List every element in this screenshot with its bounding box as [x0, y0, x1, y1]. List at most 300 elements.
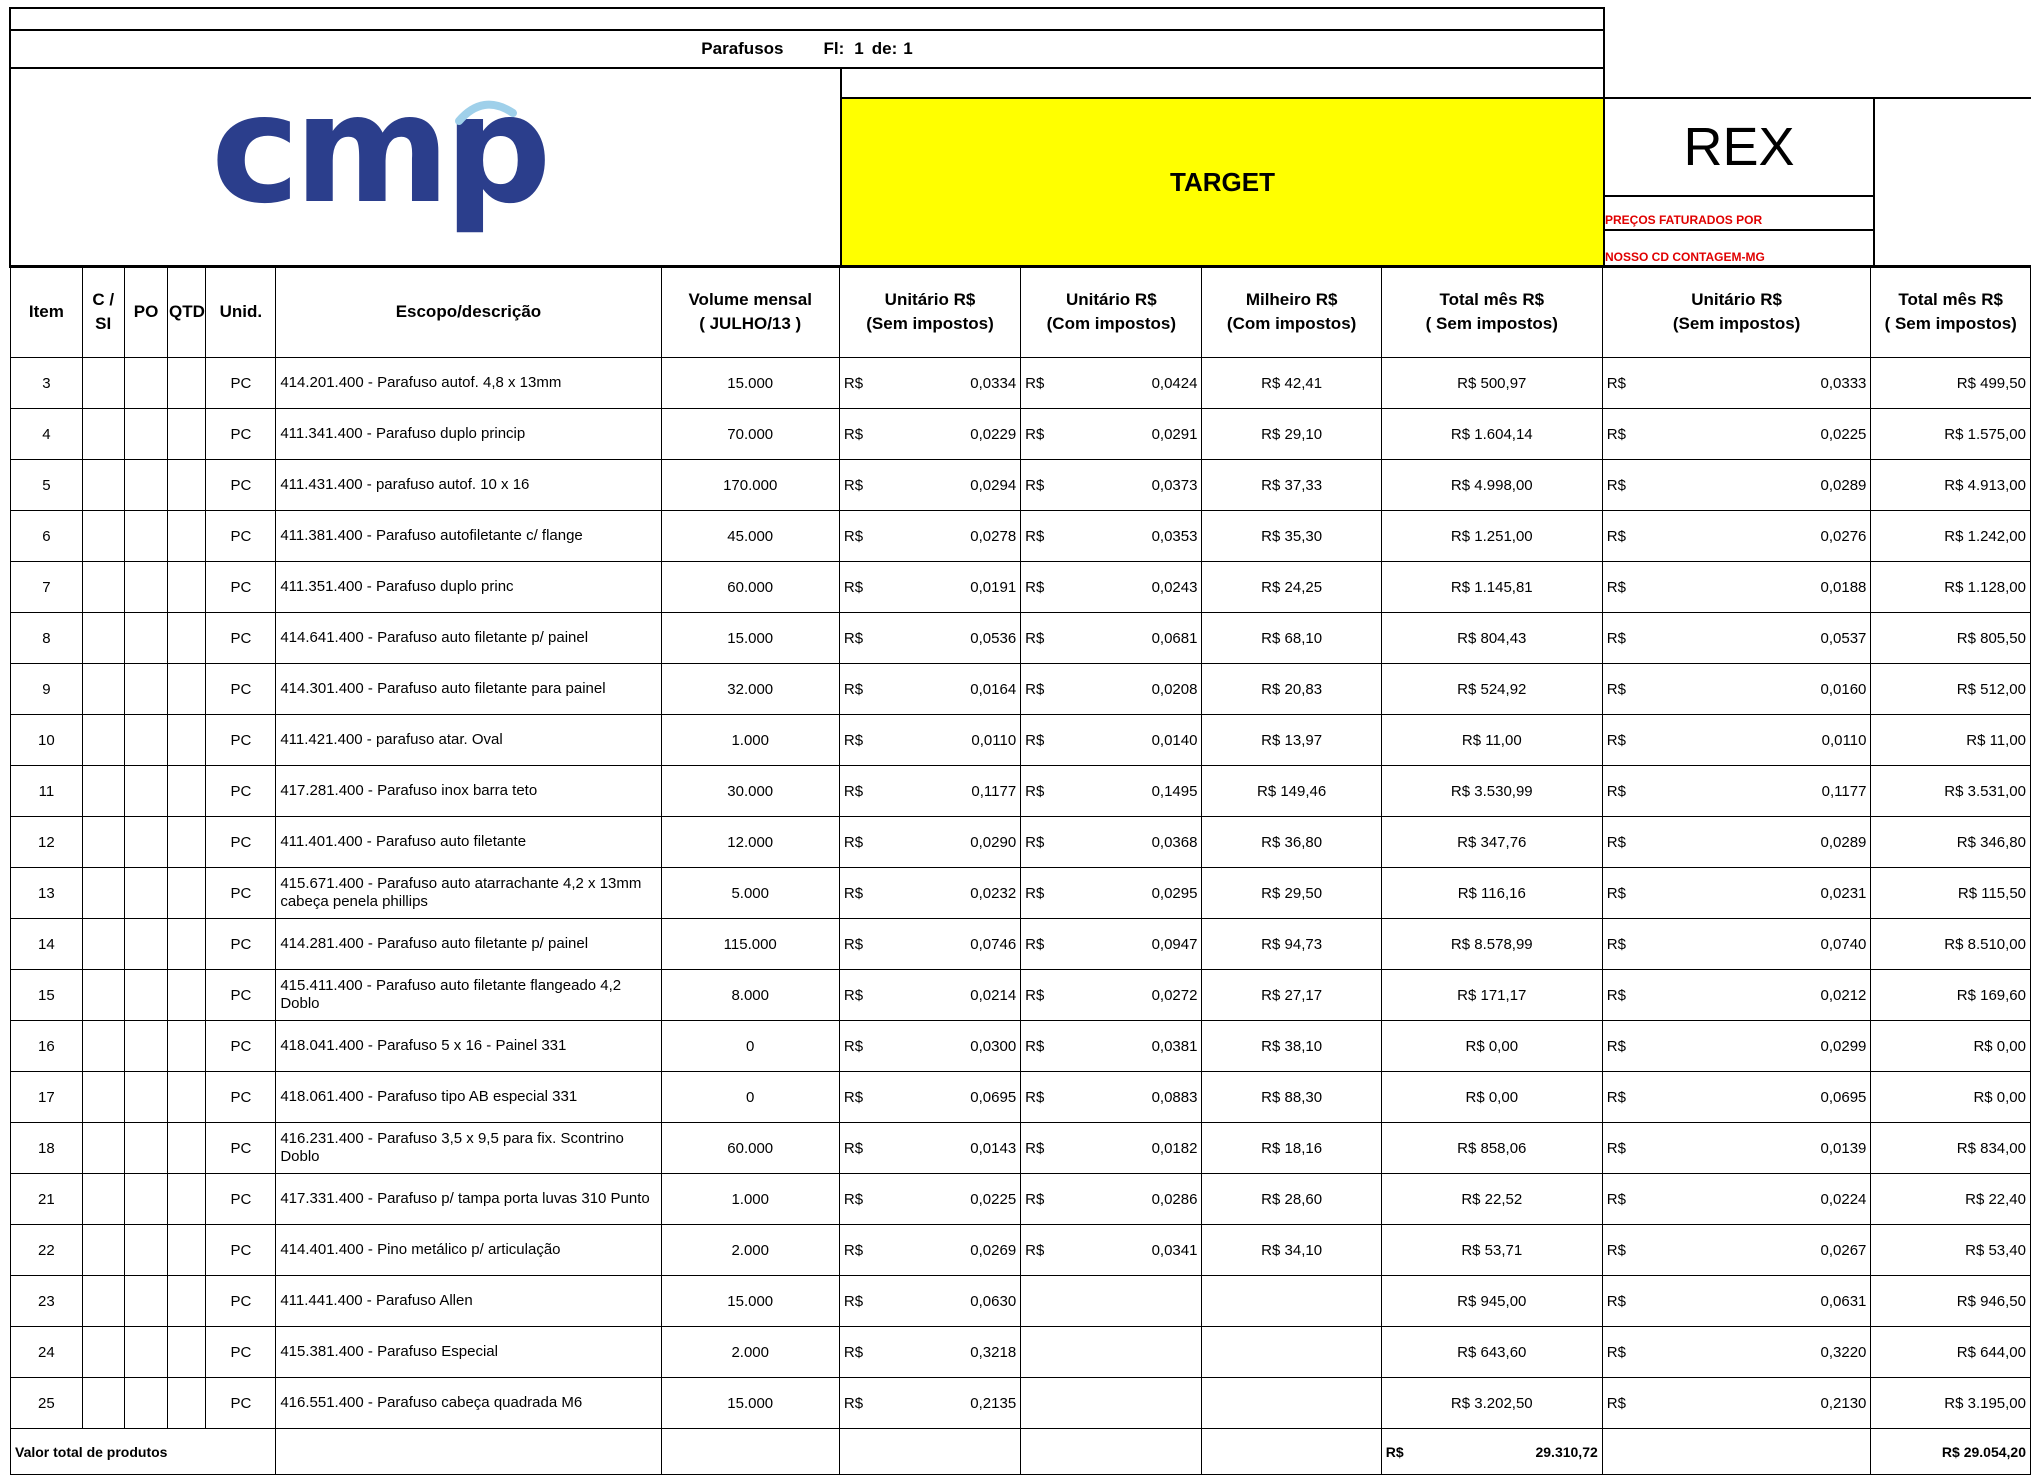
sheet-of: de:	[871, 39, 898, 58]
cell-unit-sem	[839, 1378, 1020, 1429]
cell-unit-com-value: 0,1495	[1151, 782, 1198, 800]
table-row	[11, 562, 2031, 613]
cell-volume: 15.000	[661, 1378, 839, 1429]
cell-csi	[82, 358, 124, 409]
cell-unit-com-value: 0,0381	[1151, 1037, 1198, 1055]
cell-unit-com	[1021, 1378, 1202, 1429]
currency-symbol: R$	[1606, 374, 1626, 392]
cell-po	[124, 460, 168, 511]
cell-unit-sem	[839, 1276, 1020, 1327]
cell-volume: 1.000	[661, 715, 839, 766]
cell-qtd	[168, 562, 206, 613]
cell-unit-com	[1021, 970, 1202, 1021]
cell-unit-sem-value: 0,0214	[970, 986, 1017, 1004]
rex-box	[1603, 97, 1875, 268]
cell-volume: 2.000	[661, 1327, 839, 1378]
cell-po	[124, 1276, 168, 1327]
col-desc: Escopo/descrição	[276, 266, 661, 358]
cell-csi	[82, 460, 124, 511]
cell-unit-com-value: 0,0291	[1151, 425, 1198, 443]
cell-po	[124, 1225, 168, 1276]
currency-symbol: R$	[1025, 680, 1045, 698]
cell-rex-total: R$ 115,50	[1871, 868, 2031, 919]
cell-item: 7	[11, 562, 83, 613]
cell-volume: 8.000	[661, 970, 839, 1021]
cell-milheiro: R$ 149,46	[1202, 766, 1381, 817]
cell-unit-sem-value: 0,3218	[970, 1343, 1017, 1361]
currency-symbol: R$	[1606, 731, 1626, 749]
cell-desc: 414.201.400 - Parafuso autof. 4,8 x 13mm	[276, 358, 661, 409]
logo-box	[9, 67, 842, 268]
cell-total: R$ 11,00	[1381, 715, 1602, 766]
cell-rex-unit-value: 0,0333	[1820, 374, 1867, 392]
cell-unit-com	[1021, 664, 1202, 715]
cell-rex-unit	[1602, 817, 1871, 868]
cell-desc: 411.351.400 - Parafuso duplo princ	[276, 562, 661, 613]
cell-rex-unit-value: 0,0289	[1820, 833, 1867, 851]
cell-rex-unit	[1602, 511, 1871, 562]
cell-qtd	[168, 970, 206, 1021]
currency-symbol: R$	[1025, 1037, 1045, 1055]
cell-item: 22	[11, 1225, 83, 1276]
cell-unit-com-value: 0,0272	[1151, 986, 1198, 1004]
col-rex-total: Total mês R$ ( Sem impostos)	[1871, 266, 2031, 358]
cell-total: R$ 1.145,81	[1381, 562, 1602, 613]
cell-unit-com	[1021, 1225, 1202, 1276]
cell-unit-com	[1021, 613, 1202, 664]
cell-unit-sem-value: 0,0294	[970, 476, 1017, 494]
cell-unid: PC	[206, 1123, 276, 1174]
cell-qtd	[168, 511, 206, 562]
cell-desc: 414.641.400 - Parafuso auto filetante p/ painel	[276, 613, 661, 664]
currency-symbol: R$	[843, 1292, 864, 1310]
cell-qtd	[168, 1276, 206, 1327]
currency-symbol: R$	[1025, 629, 1045, 647]
cell-total: R$ 643,60	[1381, 1327, 1602, 1378]
table-row	[11, 1123, 2031, 1174]
cell-rex-unit	[1602, 715, 1871, 766]
cell-qtd	[168, 460, 206, 511]
cell-rex-unit-value: 0,0160	[1820, 680, 1867, 698]
cell-unit-com	[1021, 817, 1202, 868]
cell-unit-sem-value: 0,0225	[970, 1190, 1017, 1208]
cell-volume: 5.000	[661, 868, 839, 919]
rex-note-text1: PREÇOS FATURADOS POR	[1605, 213, 1763, 227]
rex-note-text2: NOSSO CD CONTAGEM-MG	[1605, 250, 1765, 264]
cell-unit-sem	[839, 562, 1020, 613]
cell-unid: PC	[206, 358, 276, 409]
target-banner	[840, 97, 1605, 268]
cell-rex-total: R$ 1.575,00	[1871, 409, 2031, 460]
cell-total: R$ 945,00	[1381, 1276, 1602, 1327]
cell-item: 24	[11, 1327, 83, 1378]
cell-item: 21	[11, 1174, 83, 1225]
table-row	[11, 358, 2031, 409]
cell-volume: 45.000	[661, 511, 839, 562]
currency-symbol: R$	[843, 986, 864, 1004]
cell-unit-com	[1021, 1072, 1202, 1123]
currency-symbol: R$	[1606, 884, 1626, 902]
totals-blank-volume	[661, 1429, 839, 1475]
cell-unit-sem	[839, 868, 1020, 919]
cell-unit-sem-value: 0,0290	[970, 833, 1017, 851]
cell-rex-unit-value: 0,0695	[1820, 1088, 1867, 1106]
cell-rex-total: R$ 22,40	[1871, 1174, 2031, 1225]
cell-qtd	[168, 1072, 206, 1123]
cell-qtd	[168, 409, 206, 460]
cell-volume: 115.000	[661, 919, 839, 970]
cell-rex-unit	[1602, 664, 1871, 715]
cell-qtd	[168, 1174, 206, 1225]
cell-csi	[82, 1378, 124, 1429]
cell-volume: 30.000	[661, 766, 839, 817]
totals-blank-unit-com	[1021, 1429, 1202, 1475]
cell-unit-sem-value: 0,0334	[970, 374, 1017, 392]
cell-unit-sem-value: 0,0746	[970, 935, 1017, 953]
sheet-total: 1	[903, 39, 913, 58]
cell-unit-com-value: 0,0140	[1151, 731, 1198, 749]
currency-symbol: R$	[1025, 1088, 1045, 1106]
cell-po	[124, 1123, 168, 1174]
cell-item: 3	[11, 358, 83, 409]
cell-csi	[82, 409, 124, 460]
currency-symbol: R$	[843, 1139, 864, 1157]
col-qtd: QTD	[168, 266, 206, 358]
cell-milheiro: R$ 29,10	[1202, 409, 1381, 460]
cell-unit-sem	[839, 613, 1020, 664]
currency-symbol: R$	[843, 1088, 864, 1106]
cell-unit-sem-value: 0,0229	[970, 425, 1017, 443]
currency-symbol: R$	[843, 731, 864, 749]
cell-total: R$ 3.530,99	[1381, 766, 1602, 817]
currency-symbol: R$	[1606, 680, 1626, 698]
currency-symbol: R$	[843, 578, 864, 596]
cell-total: R$ 53,71	[1381, 1225, 1602, 1276]
cell-total: R$ 500,97	[1381, 358, 1602, 409]
table-row	[11, 919, 2031, 970]
cell-po	[124, 409, 168, 460]
cell-milheiro: R$ 29,50	[1202, 868, 1381, 919]
cell-total: R$ 1.604,14	[1381, 409, 1602, 460]
rex-label: REX	[1683, 117, 1795, 177]
cell-unit-sem	[839, 1123, 1020, 1174]
cell-rex-total: R$ 805,50	[1871, 613, 2031, 664]
cell-volume: 60.000	[661, 1123, 839, 1174]
col-unid: Unid.	[206, 266, 276, 358]
cell-desc: 411.431.400 - parafuso autof. 10 x 16	[276, 460, 661, 511]
cell-rex-total: R$ 53,40	[1871, 1225, 2031, 1276]
cell-po	[124, 868, 168, 919]
cell-milheiro	[1202, 1276, 1381, 1327]
cell-csi	[82, 664, 124, 715]
cell-rex-unit	[1602, 1021, 1871, 1072]
cell-qtd	[168, 766, 206, 817]
cell-milheiro: R$ 27,17	[1202, 970, 1381, 1021]
currency-symbol: R$	[1025, 986, 1045, 1004]
cell-desc: 418.061.400 - Parafuso tipo AB especial 331	[276, 1072, 661, 1123]
cell-milheiro: R$ 34,10	[1202, 1225, 1381, 1276]
cell-unit-com	[1021, 1021, 1202, 1072]
table-row	[11, 1225, 2031, 1276]
col-rex-unit: Unitário R$ (Sem impostos)	[1602, 266, 1871, 358]
totals-currency: R$	[1385, 1443, 1404, 1460]
cell-unit-com-value: 0,0373	[1151, 476, 1198, 494]
cell-rex-total: R$ 499,50	[1871, 358, 2031, 409]
cell-milheiro: R$ 13,97	[1202, 715, 1381, 766]
cell-item: 14	[11, 919, 83, 970]
cell-unit-com-value: 0,0286	[1151, 1190, 1198, 1208]
cell-desc: 414.281.400 - Parafuso auto filetante p/ painel	[276, 919, 661, 970]
cell-milheiro	[1202, 1378, 1381, 1429]
currency-symbol: R$	[1606, 1139, 1626, 1157]
cell-rex-unit	[1602, 562, 1871, 613]
cell-unit-com	[1021, 511, 1202, 562]
currency-symbol: R$	[1606, 1037, 1626, 1055]
cell-unid: PC	[206, 562, 276, 613]
cell-qtd	[168, 1225, 206, 1276]
cell-milheiro: R$ 37,33	[1202, 460, 1381, 511]
cell-desc: 415.381.400 - Parafuso Especial	[276, 1327, 661, 1378]
cell-item: 18	[11, 1123, 83, 1174]
cell-rex-unit-value: 0,0139	[1820, 1139, 1867, 1157]
cell-po	[124, 715, 168, 766]
cell-item: 11	[11, 766, 83, 817]
currency-symbol: R$	[1025, 884, 1045, 902]
cell-desc: 417.331.400 - Parafuso p/ tampa porta luvas 310 Punto	[276, 1174, 661, 1225]
cell-item: 25	[11, 1378, 83, 1429]
cell-rex-unit	[1602, 1174, 1871, 1225]
cell-unid: PC	[206, 766, 276, 817]
cell-item: 23	[11, 1276, 83, 1327]
currency-symbol: R$	[843, 935, 864, 953]
currency-symbol: R$	[843, 1343, 864, 1361]
cell-unit-com	[1021, 1327, 1202, 1378]
cell-rex-unit	[1602, 1123, 1871, 1174]
currency-symbol: R$	[843, 833, 864, 851]
table-row	[11, 664, 2031, 715]
cmp-logo-mark	[207, 79, 547, 259]
cell-desc: 416.551.400 - Parafuso cabeça quadrada M6	[276, 1378, 661, 1429]
table-header-row	[11, 266, 2031, 358]
cell-unid: PC	[206, 868, 276, 919]
cell-rex-total: R$ 834,00	[1871, 1123, 2031, 1174]
cell-rex-total: R$ 1.128,00	[1871, 562, 2031, 613]
cell-volume: 60.000	[661, 562, 839, 613]
cell-rex-total: R$ 346,80	[1871, 817, 2031, 868]
cell-unit-sem-value: 0,0300	[970, 1037, 1017, 1055]
table-row	[11, 511, 2031, 562]
cell-unit-com-value: 0,0208	[1151, 680, 1198, 698]
cell-rex-unit-value: 0,0289	[1820, 476, 1867, 494]
cell-csi	[82, 766, 124, 817]
cell-rex-unit	[1602, 1072, 1871, 1123]
cell-volume: 170.000	[661, 460, 839, 511]
rex-note-line2	[1605, 233, 1873, 266]
cell-unid: PC	[206, 1072, 276, 1123]
parts-table	[10, 265, 2031, 1475]
cell-rex-unit-value: 0,0740	[1820, 935, 1867, 953]
cell-unid: PC	[206, 664, 276, 715]
cell-po	[124, 358, 168, 409]
cell-qtd	[168, 919, 206, 970]
cell-milheiro: R$ 42,41	[1202, 358, 1381, 409]
cell-csi	[82, 715, 124, 766]
cell-csi	[82, 1072, 124, 1123]
cell-po	[124, 511, 168, 562]
cell-unid: PC	[206, 460, 276, 511]
cell-rex-unit	[1602, 766, 1871, 817]
col-unit-com: Unitário R$ (Com impostos)	[1021, 266, 1202, 358]
cell-csi	[82, 919, 124, 970]
cell-total: R$ 116,16	[1381, 868, 1602, 919]
currency-symbol: R$	[843, 1241, 864, 1259]
cell-csi	[82, 613, 124, 664]
cell-rex-unit-value: 0,0631	[1820, 1292, 1867, 1310]
cell-unit-sem	[839, 919, 1020, 970]
cell-po	[124, 1072, 168, 1123]
totals-label: Valor total de produtos	[11, 1429, 276, 1475]
cell-total: R$ 0,00	[1381, 1021, 1602, 1072]
currency-symbol: R$	[1025, 833, 1045, 851]
totals-rex: R$ 29.054,20	[1871, 1429, 2031, 1475]
totals-target	[1381, 1429, 1602, 1475]
cell-rex-unit	[1602, 613, 1871, 664]
cell-unit-sem-value: 0,1177	[971, 782, 1017, 800]
cell-unit-com	[1021, 715, 1202, 766]
cell-desc: 415.411.400 - Parafuso auto filetante flangeado 4,2 Doblo	[276, 970, 661, 1021]
currency-symbol: R$	[1025, 935, 1045, 953]
table-row	[11, 1072, 2031, 1123]
cell-unid: PC	[206, 1174, 276, 1225]
cell-rex-unit	[1602, 409, 1871, 460]
cell-unit-com	[1021, 460, 1202, 511]
cell-unid: PC	[206, 1225, 276, 1276]
cell-unit-sem	[839, 460, 1020, 511]
cell-csi	[82, 1123, 124, 1174]
cell-csi	[82, 970, 124, 1021]
cell-unit-sem-value: 0,0536	[970, 629, 1017, 647]
table-row	[11, 1021, 2031, 1072]
cell-rex-unit-value: 0,2130	[1820, 1394, 1867, 1412]
rex-label-cell	[1605, 99, 1873, 197]
cell-desc: 411.401.400 - Parafuso auto filetante	[276, 817, 661, 868]
rex-note-line1	[1605, 199, 1873, 231]
currency-symbol: R$	[1025, 578, 1045, 596]
cell-rex-total: R$ 8.510,00	[1871, 919, 2031, 970]
cell-unid: PC	[206, 1378, 276, 1429]
cell-po	[124, 664, 168, 715]
cell-unit-sem-value: 0,0191	[970, 578, 1017, 596]
table-row	[11, 460, 2031, 511]
cell-item: 17	[11, 1072, 83, 1123]
cell-rex-unit-value: 0,0276	[1820, 527, 1867, 545]
cell-unit-sem-value: 0,0143	[970, 1139, 1017, 1157]
cell-unit-com-value: 0,0182	[1151, 1139, 1198, 1157]
cell-milheiro: R$ 94,73	[1202, 919, 1381, 970]
currency-symbol: R$	[1606, 1394, 1626, 1412]
cell-unit-com	[1021, 919, 1202, 970]
cell-rex-unit-value: 0,3220	[1820, 1343, 1867, 1361]
cell-rex-total: R$ 644,00	[1871, 1327, 2031, 1378]
cell-milheiro: R$ 68,10	[1202, 613, 1381, 664]
cell-total: R$ 524,92	[1381, 664, 1602, 715]
cell-unit-sem-value: 0,0110	[971, 731, 1017, 749]
cell-rex-unit-value: 0,0299	[1820, 1037, 1867, 1055]
cell-desc: 411.341.400 - Parafuso duplo princip	[276, 409, 661, 460]
target-label: TARGET	[1170, 167, 1275, 197]
currency-symbol: R$	[1606, 833, 1626, 851]
cell-rex-unit	[1602, 1276, 1871, 1327]
cell-po	[124, 919, 168, 970]
currency-symbol: R$	[1606, 1241, 1626, 1259]
cell-volume: 15.000	[661, 358, 839, 409]
table-row	[11, 409, 2031, 460]
sheet-label: Fl:	[823, 39, 845, 58]
cmp-logo	[207, 79, 547, 259]
totals-row	[11, 1429, 2031, 1475]
cell-rex-total: R$ 0,00	[1871, 1072, 2031, 1123]
cell-volume: 70.000	[661, 409, 839, 460]
cell-unit-com	[1021, 1276, 1202, 1327]
cell-po	[124, 817, 168, 868]
cell-csi	[82, 817, 124, 868]
cell-item: 12	[11, 817, 83, 868]
cell-volume: 0	[661, 1021, 839, 1072]
currency-symbol: R$	[843, 1190, 864, 1208]
cell-unit-sem-value: 0,0695	[970, 1088, 1017, 1106]
currency-symbol: R$	[843, 629, 864, 647]
cell-csi	[82, 562, 124, 613]
cell-milheiro: R$ 18,16	[1202, 1123, 1381, 1174]
cell-po	[124, 1021, 168, 1072]
cell-desc: 418.041.400 - Parafuso 5 x 16 - Painel 331	[276, 1021, 661, 1072]
cell-rex-unit-value: 0,0224	[1820, 1190, 1867, 1208]
cell-unid: PC	[206, 409, 276, 460]
cell-rex-unit	[1602, 970, 1871, 1021]
totals-blank-rex-unit	[1602, 1429, 1871, 1475]
cell-milheiro: R$ 24,25	[1202, 562, 1381, 613]
cell-milheiro: R$ 88,30	[1202, 1072, 1381, 1123]
cell-milheiro: R$ 20,83	[1202, 664, 1381, 715]
cell-rex-unit	[1602, 460, 1871, 511]
cell-total: R$ 0,00	[1381, 1072, 1602, 1123]
cell-po	[124, 970, 168, 1021]
cell-rex-unit-value: 0,0267	[1820, 1241, 1867, 1259]
cell-total: R$ 347,76	[1381, 817, 1602, 868]
cell-desc: 414.301.400 - Parafuso auto filetante para painel	[276, 664, 661, 715]
cell-rex-total: R$ 11,00	[1871, 715, 2031, 766]
cell-unit-com	[1021, 766, 1202, 817]
cell-unit-com-value: 0,0341	[1151, 1241, 1198, 1259]
cell-unit-sem-value: 0,2135	[970, 1394, 1017, 1412]
cell-unid: PC	[206, 1021, 276, 1072]
cell-csi	[82, 1276, 124, 1327]
cell-volume: 32.000	[661, 664, 839, 715]
cell-item: 16	[11, 1021, 83, 1072]
cell-unit-sem	[839, 970, 1020, 1021]
cell-total: R$ 858,06	[1381, 1123, 1602, 1174]
rex-right-box	[1873, 97, 2031, 268]
cell-rex-unit	[1602, 919, 1871, 970]
cell-total: R$ 171,17	[1381, 970, 1602, 1021]
cell-item: 9	[11, 664, 83, 715]
currency-symbol: R$	[1606, 782, 1626, 800]
cell-item: 8	[11, 613, 83, 664]
cell-qtd	[168, 868, 206, 919]
cell-volume: 2.000	[661, 1225, 839, 1276]
col-milheiro: Milheiro R$ (Com impostos)	[1202, 266, 1381, 358]
cell-unit-sem	[839, 715, 1020, 766]
